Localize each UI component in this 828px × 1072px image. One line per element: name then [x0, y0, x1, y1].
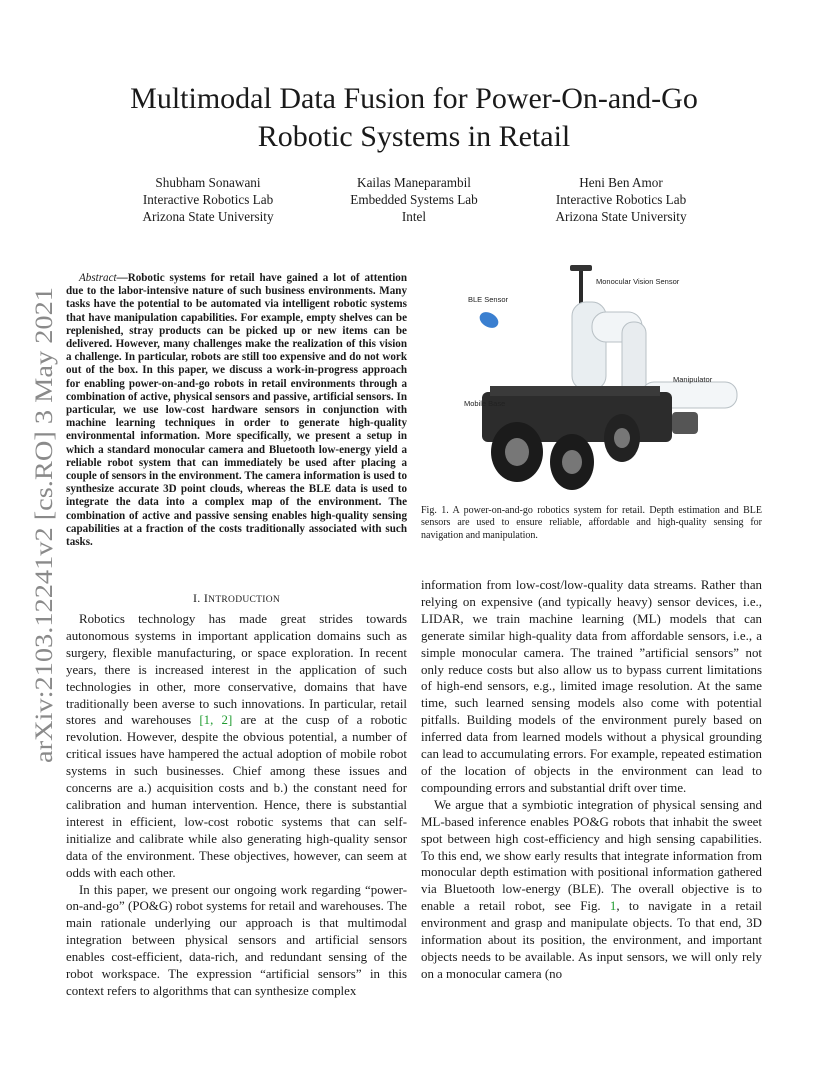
author-affiliation: Interactive Robotics Lab — [142, 192, 274, 207]
author-institution: Arizona State University — [555, 209, 687, 224]
author-affiliation: Interactive Robotics Lab — [555, 192, 687, 207]
author-institution: Arizona State University — [142, 209, 274, 224]
section-number: I. — [192, 591, 201, 605]
author-block-1 — [98, 174, 318, 225]
right-paragraph-2 — [421, 797, 762, 983]
paper-title — [60, 80, 768, 156]
figure-caption: Fig. 1. A power-on-and-go robotics system for retail. Depth estimation and BLE sensors are used to ensure reliable, affordable and high-quality sensing for navigation and manipulation. — [421, 505, 762, 541]
intro-p1-text-a: Robotics technology has made great strides towards autonomous systems in important application domains such as surgery, flexible manufacturing, or space exploration. In recent years, there is increased interest in the application of such technologies in other, more conservative, domains that have traditionally been averse to such innovations. In particular, retail stores and warehouses — [66, 612, 407, 728]
right-p2-text-b: , to navigate in a retail environment and grasp and manipulate objects. To that end, 3D information about its position, the environment, and important objects needs to be available. As input sensors, we will only rely on a monocular camera (no — [421, 899, 762, 981]
author-institution: Intel — [401, 209, 427, 224]
label-ble-sensor: BLE Sensor — [468, 295, 509, 304]
ble-sensor-icon — [477, 309, 501, 331]
intro-paragraph-2: In this paper, we present our ongoing work regarding “power-on-and-go” (PO&G) robot systems for retail and warehouses. The main rationale underlying our approach is that multimodal integration between physical sensors and artificial sensors enables cost-efficient, data-rich, and redundant sensing of the robot workspace. The expression “artificial sensors” in this context refers to algorithms that can synthesize complex — [66, 882, 407, 998]
label-monocular-sensor: Monocular Vision Sensor — [596, 277, 680, 286]
section-heading — [66, 591, 407, 606]
author-affiliation: Embedded Systems Lab — [350, 192, 478, 207]
abstract-label: Abstract — [79, 272, 117, 284]
author-name: Heni Ben Amor — [579, 175, 663, 190]
author-name: Shubham Sonawani — [155, 175, 261, 190]
label-manipulator: Manipulator — [673, 375, 713, 384]
right-paragraph-1: information from low-cost/low-quality data streams. Rather than relying on expensive (and typically heavy) sensor devices, i.e., LIDAR, we train machine learning (ML) models that can generate similar high-quality data from affordable sensors, i.e., a simple monocular camera. The trained ”artificial sensors” not only reduce costs but also allow us to bypass current limitations of high-end sensors, e.g., limited image resolution. At the same time, such learned sensing models also come with potential pitfalls. Building models of the environment purely based on inferred data from learned models without a physical grounding can lead to accumulating errors. For example, repeated estimation of the location of objects in the environment can lead to compounding errors and substantial drift over time. — [421, 578, 762, 795]
left-column-text — [66, 611, 407, 1000]
right-column-text — [421, 577, 762, 983]
abstract-text: —Robotic systems for retail have gained a lot of attention due to the labor-intensive nature of such business environments. Many tasks have the potential to be automated via intelligent robotic systems that have manipulation capabilities. For example, empty shelves can be replenished, stray products can be picked up or new items can be delivered. However, many challenges make the realization of this vision a challenge. In particular, robots are still too expensive and do not work out of the box. In this paper, we discuss a work-in-progress approach for enabling power-on-and-go robots in retail environments through a combination of active, physical sensors and passive, artificial sensors. In particular, we use low-cost hardware sensors in conjunction with machine learning techniques in order to generate high-quality environmental information. More specifically, we present a setup in which a standard monocular camera and Bluetooth low-energy yield a reliable robot system that can immediately be used after placing a couple of sensors in the environment. The camera information is used to synthesize accurate 3D point clouds, whereas the BLE data is used to integrate the data into a complex map of the environment. The combination of active and passive sensing enables high-quality sensing capabilities at a fraction of the costs traditionally associated with such tasks. — [66, 272, 407, 549]
right-p2-text-a: We argue that a symbiotic integration of physical sensing and ML-based inference enables PO&G robots that inhabit the sweet spot between high cost-efficiency and high sensing capabilities. To this end, we show early results that integrate information from monocular depth estimation with positional information gathered via Bluetooth low-energy (BLE). The overall objective is to enable a retail robot, see Fig. — [421, 797, 762, 914]
title-line-1: Multimodal Data Fusion for Power-On-and-Go — [130, 82, 698, 115]
robot-figure — [462, 262, 762, 502]
arxiv-stamp-text: arXiv:2103.12241v2 [cs.RO] 3 May 2021 — [29, 335, 58, 763]
figure-ref-link[interactable]: 1 — [609, 899, 617, 914]
author-block-3 — [511, 174, 731, 225]
section-title-rest: NTRODUCTION — [208, 595, 281, 605]
title-line-2: Robotic Systems in Retail — [257, 120, 571, 153]
citation-link[interactable]: [1, 2] — [199, 713, 233, 728]
section-title-first: I — [203, 591, 209, 605]
intro-paragraph-1 — [66, 611, 407, 882]
robot-illustration — [462, 262, 762, 502]
author-block-2 — [304, 174, 524, 225]
intro-p1-text-b: are at the cusp of a robotic revolution. However, despite the obvious potential, a number of critical issues have hampered the actual adoption of mobile robot systems in such businesses. Chief among these issues and concerns are a.) acquisition costs and b.) the constant need for calibration and human intervention. Hence, there is substantial interest in efficient, low-cost robotic systems that can self-initialize and calibrate while also generating high-quality sensor data of the environment. These objectives, however, can seem at odds with each other. — [66, 713, 407, 880]
label-mobile-base: Mobile Base — [464, 399, 506, 408]
abstract — [66, 272, 407, 549]
author-name: Kailas Maneparambil — [357, 175, 471, 190]
arxiv-stamp — [22, 285, 62, 765]
